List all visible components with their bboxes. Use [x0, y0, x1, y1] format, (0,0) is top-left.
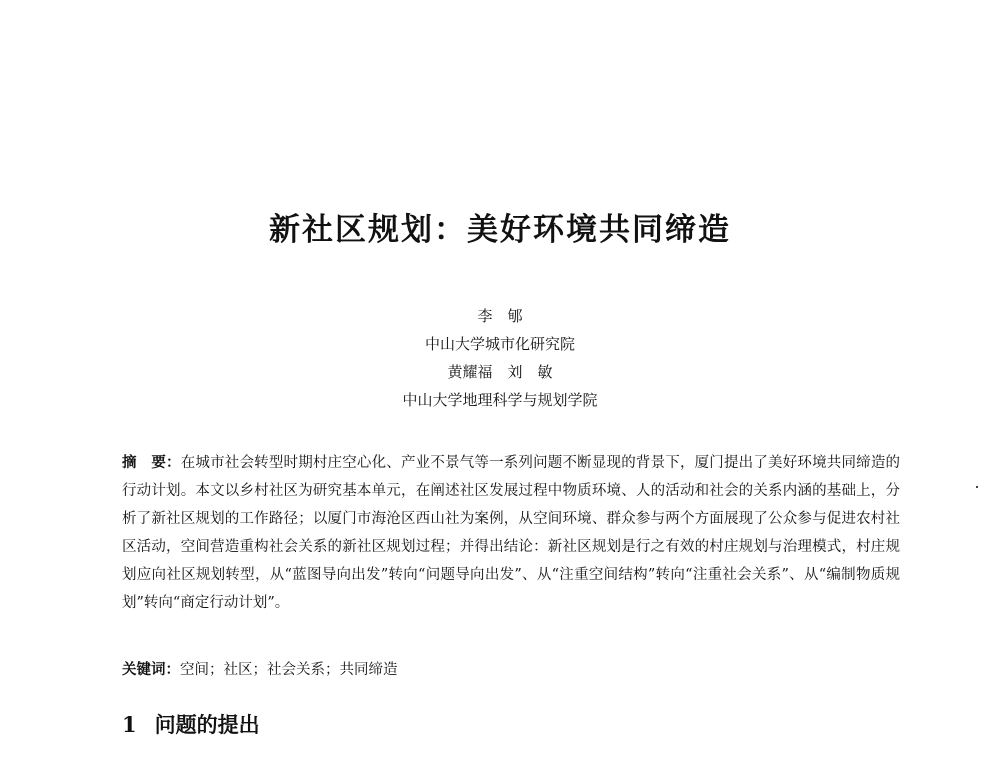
- abstract-label: 摘 要：: [122, 455, 181, 471]
- abstract: [122, 449, 900, 617]
- keywords: [122, 656, 900, 684]
- keywords-label: 关键词：: [122, 662, 180, 678]
- section-title: 问题的提出: [154, 713, 260, 737]
- affiliation-2: 中山大学地理科学与规划学院: [402, 391, 598, 409]
- author-names-2: 黄耀福 刘 敏: [447, 363, 553, 381]
- section-heading: [122, 708, 260, 742]
- section-number: 1: [122, 712, 137, 737]
- scan-speck: [976, 486, 978, 488]
- affiliation-1: 中山大学城市化研究院: [424, 335, 575, 353]
- paper-title: 新社区规划：美好环境共同缔造: [269, 212, 731, 248]
- author-name-1: 李 郇: [477, 307, 523, 325]
- author-block: [0, 302, 1000, 414]
- keywords-text: 空间；社区；社会关系；共同缔造: [180, 662, 398, 678]
- abstract-text: 在城市社会转型时期村庄空心化、产业不景气等一系列问题不断显现的背景下，厦门提出了美好环境共同缔造的行动计划。本文以乡村社区为研究基本单元，在阐述社区发展过程中物质环境、人的活动和社会的关系内涵的基础上，分析了新社区规划的工作路径；以厦门市海沧区西山社为案例，从空间环境、群众参与两个方面展现了公众参与促进农村社区活动，空间营造重构社会关系的新社区规划过程；并得出结论：新社区规划是行之有效的村庄规划与治理模式，村庄规划应向社区规划转型，从“蓝图导向出发”转向“问题导向出发”、从“注重空间结构”转向“注重社会关系”、从“编制物质规划”转向“商定行动计划”。: [122, 455, 900, 611]
